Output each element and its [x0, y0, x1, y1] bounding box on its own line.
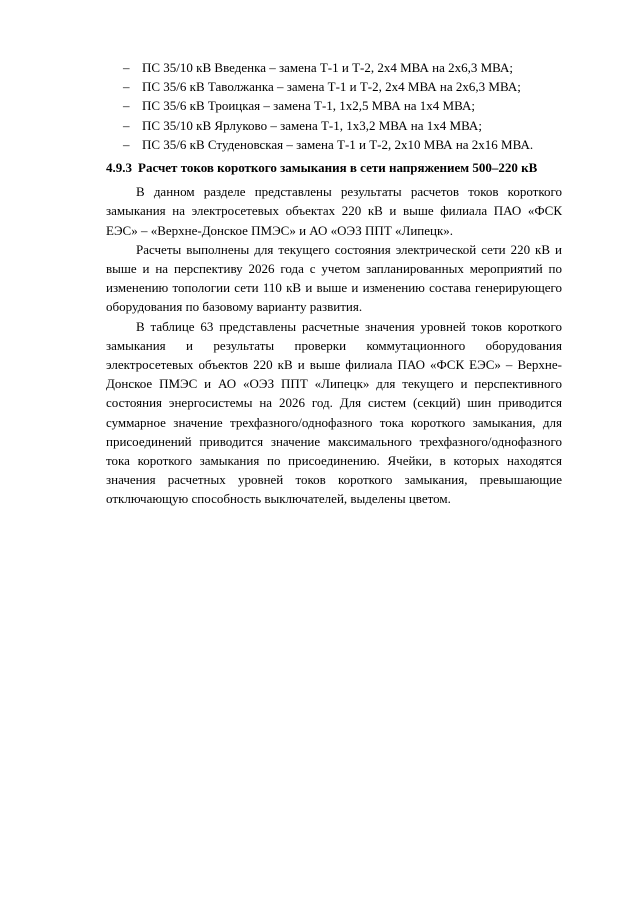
list-item-text: ПС 35/6 кВ Таволжанка – замена Т-1 и Т-2, 2х4 МВА на 2х6,3 МВА;: [142, 79, 521, 95]
bullet-dash: –: [123, 136, 130, 152]
list-item: [106, 135, 562, 154]
list-item: [106, 116, 562, 135]
bullet-dash: –: [123, 60, 130, 75]
list-item-text: ПС 35/6 кВ Троицкая – замена Т-1, 1х2,5 МВА на 1х4 МВА;: [142, 98, 475, 114]
list-item-text: ПС 35/10 кВ Ярлуково – замена Т-1, 1х3,2 МВА на 1х4 МВА;: [142, 117, 482, 133]
section-heading: [106, 158, 562, 177]
list-item: [106, 96, 562, 115]
paragraph-calculation-scope: Расчеты выполнены для текущего состояния электрической сети 220 кВ и выше и на перспективу 2026 года с учетом запланированных мероприятий по изменению топологии сети 110 кВ и выше и изменению состава генерирующего оборудования по базовому варианту развития.: [106, 241, 562, 315]
list-item-text: ПС 35/6 кВ Студеновская – замена Т-1 и Т-2, 2х10 МВА на 2х16 МВА.: [142, 136, 534, 152]
section-title: Расчет токов короткого замыкания в сети напряжением 500–220 кВ: [138, 160, 538, 176]
paragraph-intro: В данном разделе представлены результаты расчетов токов короткого замыкания на электросетевых объектах 220 кВ и выше филиала ПАО «ФСК ЕЭС» – «Верхне-Донское ПМЭС» и АО «ОЭЗ ППТ «Липецк».: [106, 184, 562, 238]
substation-list: [106, 58, 562, 154]
paragraph-table-description: В таблице 63 представлены расчетные значения уровней токов короткого замыкания и результаты проверки коммутационного оборудования электросетевых объектов 220 кВ и выше филиала ПАО «ФСК ЕЭС» – Верхне-Донское ПМЭС и АО «ОЭЗ ППТ «Липецк» для текущего и перспективного состояния энергосистемы на 2026 год. Для систем (секций) шин приводится суммарное значение трехфазного/однофазного тока короткого замыкания, для присоединений приводится значение максимального трехфазного/однофазного тока короткого замыкания по присоединению. Ячейки, в которых находятся значения расчетных уровней токов короткого замыкания, превышающие отключающую способность выключателей, выделены цветом.: [106, 318, 562, 507]
bullet-dash: –: [123, 79, 130, 95]
bullet-dash: –: [123, 98, 130, 114]
list-item: [106, 77, 562, 96]
list-item-text: ПС 35/10 кВ Введенка – замена Т-1 и Т-2, 2х4 МВА на 2х6,3 МВА;: [142, 60, 514, 75]
section-number: 4.9.3: [106, 160, 132, 176]
page-content: [106, 58, 562, 509]
list-item: [106, 58, 562, 77]
bullet-dash: –: [123, 117, 130, 133]
